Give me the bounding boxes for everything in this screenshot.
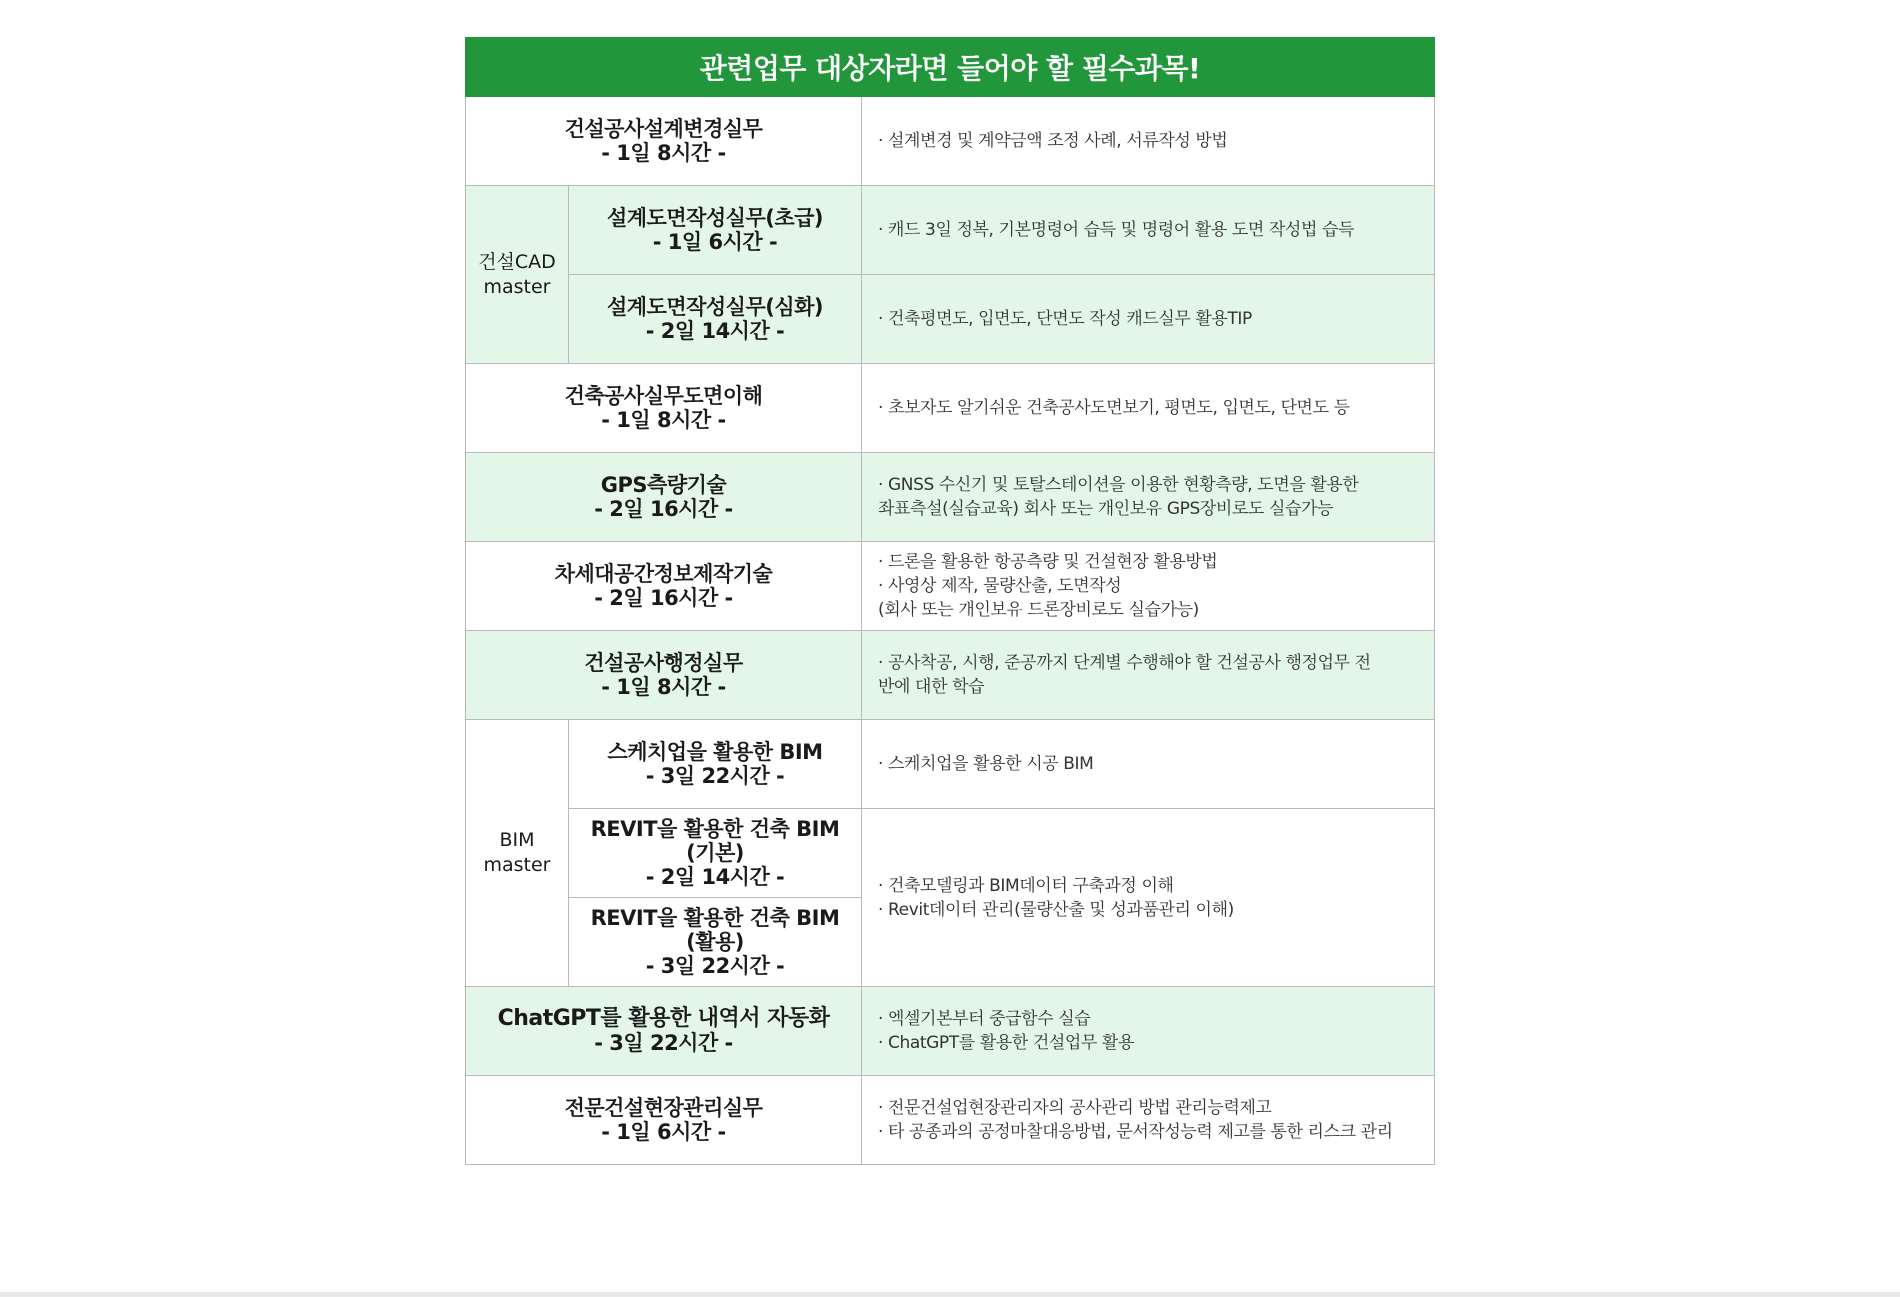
description-line: · 스케치업을 활용한 시공 BIM: [878, 754, 1094, 774]
description-line: · 전문건설업현장관리자의 공사관리 방법 관리능력제고: [878, 1098, 1272, 1118]
course-name-cell: [466, 631, 862, 720]
course-duration: - 3일 22시간 -: [645, 954, 785, 978]
course-description: [862, 186, 1435, 275]
course-name-cell: [569, 898, 862, 987]
course-name-cell: [466, 987, 862, 1076]
course-duration: - 1일 8시간 -: [601, 141, 726, 165]
table-header-title: 관련업무 대상자라면 들어야 할 필수과목!: [466, 38, 1435, 97]
table-row: [466, 1076, 1435, 1165]
course-title: 스케치업을 활용한 BIM: [607, 740, 823, 764]
course-description: [862, 542, 1435, 631]
description-line: · ChatGPT를 활용한 건설업무 활용: [878, 1033, 1134, 1053]
group-label-line: 건설CAD: [478, 250, 556, 273]
course-description: [862, 809, 1435, 987]
description-line: · 사영상 제작, 물량산출, 도면작성: [878, 576, 1122, 596]
course-title: 전문건설현장관리실무: [564, 1096, 763, 1120]
page-bottom-divider: [0, 1292, 1900, 1297]
course-name-cell: [466, 364, 862, 453]
course-duration: - 1일 6시간 -: [652, 230, 778, 254]
course-title: 설계도면작성실무(초급): [606, 206, 824, 230]
group-cell-cad: [466, 186, 569, 364]
description-line: · 건축모델링과 BIM데이터 구축과정 이해: [878, 875, 1174, 896]
course-description: [862, 1076, 1435, 1165]
course-duration: - 1일 6시간 -: [601, 1120, 726, 1144]
course-description: [862, 453, 1435, 542]
group-label-line: BIM: [499, 829, 535, 851]
description-line: · 공사착공, 시행, 준공까지 단계별 수행해야 할 건설공사 행정업무 전: [878, 653, 1371, 673]
course-title: 설계도면작성실무(심화): [606, 295, 824, 319]
course-title: REVIT을 활용한 건축 BIM: [590, 906, 840, 930]
course-description: [862, 275, 1435, 364]
description-line: · GNSS 수신기 및 토탈스테이션을 이용한 현황측량, 도면을 활용한: [878, 475, 1359, 495]
course-title: GPS측량기술: [600, 473, 727, 497]
course-duration: - 2일 16시간 -: [594, 497, 733, 521]
description-line: · 타 공종과의 공정마찰대응방법, 문서작성능력 제고를 통한 리스크 관리: [878, 1122, 1393, 1142]
course-title: ChatGPT를 활용한 내역서 자동화: [497, 1006, 830, 1031]
table-row: [466, 453, 1435, 542]
description-line: · 캐드 3일 정복, 기본명령어 습득 및 명령어 활용 도면 작성법 습득: [878, 220, 1355, 240]
table-row: [466, 275, 1435, 364]
course-description: [862, 97, 1435, 186]
course-title: 건축공사실무도면이해: [564, 384, 763, 408]
course-duration: - 3일 22시간 -: [594, 1031, 733, 1055]
course-name-cell: [569, 809, 862, 898]
description-line: (회사 또는 개인보유 드론장비로도 실습가능): [878, 600, 1199, 620]
description-line: · 설계변경 및 계약금액 조정 사례, 서류작성 방법: [878, 131, 1228, 151]
course-name-cell: [466, 453, 862, 542]
group-cell-bim: [466, 720, 569, 987]
table-row: [466, 97, 1435, 186]
course-duration: - 1일 8시간 -: [601, 675, 726, 699]
course-title: 건설공사설계변경실무: [564, 117, 763, 141]
course-name-cell: [569, 720, 862, 809]
description-line: · 드론을 활용한 항공측량 및 건설현장 활용방법: [878, 552, 1218, 572]
description-line: · 엑셀기본부터 중급함수 실습: [878, 1009, 1091, 1029]
course-table: [465, 37, 1435, 1165]
table-row: [466, 631, 1435, 720]
description-line: · Revit데이터 관리(물량산출 및 성과품관리 이해): [878, 899, 1234, 920]
course-title: REVIT을 활용한 건축 BIM: [590, 817, 840, 841]
description-line: 반에 대한 학습: [878, 677, 985, 697]
course-duration: - 2일 14시간 -: [645, 319, 785, 343]
group-label-line: master: [483, 854, 551, 876]
course-title: 건설공사행정실무: [584, 651, 743, 675]
course-title: 차세대공간정보제작기술: [554, 562, 773, 586]
course-duration: - 2일 14시간 -: [645, 865, 785, 889]
course-title-suffix: (기본): [686, 841, 744, 865]
table-row: [466, 987, 1435, 1076]
description-line: 좌표측설(실습교육) 회사 또는 개인보유 GPS장비로도 실습가능: [878, 499, 1334, 519]
course-name-cell: [466, 1076, 862, 1165]
course-name-cell: [466, 542, 862, 631]
table-row: [466, 809, 1435, 898]
table-row: [466, 186, 1435, 275]
group-label-line: master: [483, 275, 551, 298]
description-line: · 초보자도 알기쉬운 건축공사도면보기, 평면도, 입면도, 단면도 등: [878, 398, 1350, 418]
course-name-cell: [466, 97, 862, 186]
course-description: [862, 631, 1435, 720]
course-description: [862, 364, 1435, 453]
course-name-cell: [569, 275, 862, 364]
course-duration: - 1일 8시간 -: [601, 408, 726, 432]
course-duration: - 3일 22시간 -: [645, 764, 785, 788]
description-line: · 건축평면도, 입면도, 단면도 작성 캐드실무 활용TIP: [878, 309, 1252, 329]
course-duration: - 2일 16시간 -: [594, 586, 733, 610]
course-description: [862, 987, 1435, 1076]
course-description: [862, 720, 1435, 809]
table-row: [466, 720, 1435, 809]
table-row: [466, 542, 1435, 631]
course-name-cell: [569, 186, 862, 275]
table-row: [466, 364, 1435, 453]
course-title-suffix: (활용): [686, 930, 744, 954]
